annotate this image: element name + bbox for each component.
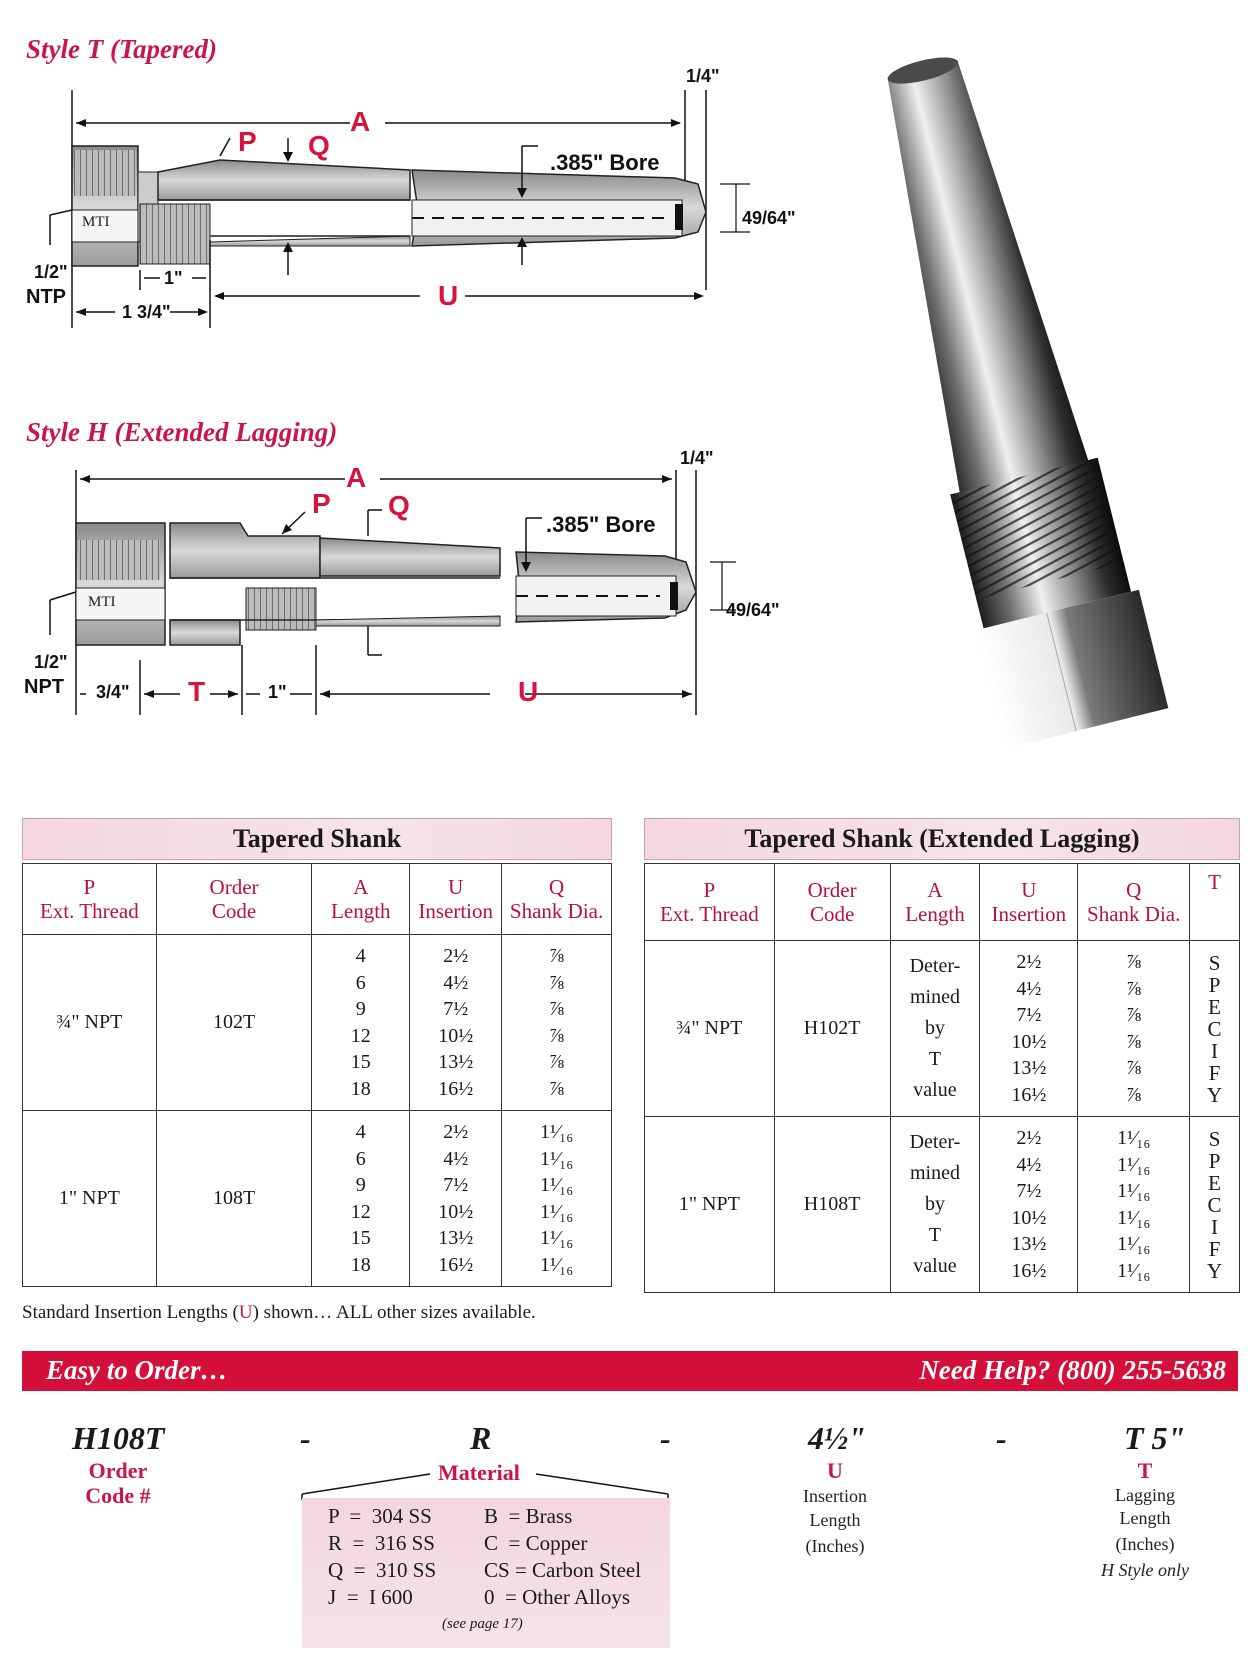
table-tapered — [22, 863, 612, 1287]
table-lagging — [644, 863, 1240, 1293]
material-item: C = Copper — [484, 1531, 588, 1555]
style-t-dim-p: P — [238, 126, 257, 157]
order-code-value: H108T — [72, 1420, 165, 1456]
cell-t-specify: S P E C I F Y — [1190, 1117, 1240, 1293]
cell-dia: 1¹⁄₁₆ 1¹⁄₁₆ 1¹⁄₁₆ 1¹⁄₁₆ 1¹⁄₁₆ 1¹⁄₁₆ — [1078, 1117, 1190, 1293]
th-u: U Insertion — [410, 864, 502, 935]
table-row — [23, 1111, 612, 1287]
th-p: P Ext. Thread — [23, 864, 157, 935]
cell-insertion: 2½ 4½ 7½ 10½ 13½ 16½ — [410, 935, 502, 1111]
style-t-dim-u: U — [438, 280, 459, 311]
easy-to-order-label: Easy to Order… — [46, 1355, 228, 1385]
material-value: R — [470, 1420, 492, 1456]
style-t-quarter-label: 1/4" — [686, 66, 720, 86]
style-h-quarter-label: 1/4" — [680, 448, 714, 468]
cell-t-specify: S P E C I F Y — [1190, 941, 1240, 1117]
cell-lengths: 4 6 9 12 15 18 — [312, 935, 410, 1111]
cell-code: H102T — [774, 941, 890, 1117]
style-h-thread-type: NPT — [24, 676, 64, 698]
style-h-dim-u: U — [518, 676, 539, 707]
style-t-dim-a: A — [350, 106, 371, 137]
style-t-title: Style T (Tapered) — [26, 34, 217, 64]
insertion-footnote: Standard Insertion Lengths (U) shown… ALL other sizes available. — [22, 1302, 536, 1323]
material-item: P = 304 SS — [328, 1504, 432, 1528]
style-h-bore-label: .385" Bore — [546, 512, 656, 537]
help-phone-label[interactable]: Need Help? (800) 255-5638 — [919, 1355, 1226, 1385]
th-order-code: Order Code — [774, 864, 890, 941]
th-q: Q Shank Dia. — [1078, 864, 1190, 941]
table-row — [645, 1117, 1240, 1293]
material-item: B = Brass — [484, 1504, 573, 1528]
cell-code: 102T — [156, 935, 312, 1111]
separator-2: - — [660, 1420, 671, 1456]
cell-code: 108T — [156, 1111, 312, 1287]
cell-dia: ⅞ ⅞ ⅞ ⅞ ⅞ ⅞ — [502, 935, 612, 1111]
style-h-drawing — [20, 440, 800, 740]
style-h-three-quarter: 3/4" — [96, 682, 130, 702]
style-t-diameter-label: 49/64" — [742, 208, 796, 228]
style-h-dim-a: A — [346, 462, 367, 493]
separator-3: - — [996, 1420, 1007, 1456]
cell-insertion: 2½ 4½ 7½ 10½ 13½ 16½ — [980, 1117, 1078, 1293]
table-lagging-header-row — [645, 864, 1240, 941]
cell-dia: ⅞ ⅞ ⅞ ⅞ ⅞ ⅞ — [1078, 941, 1190, 1117]
material-item: R = 316 SS — [328, 1531, 435, 1555]
insertion-labels: U Insertion Length (Inches) — [803, 1458, 867, 1556]
thermowell-photo — [830, 30, 1250, 770]
style-h-diameter-label: 49/64" — [726, 600, 780, 620]
cell-insertion: 2½ 4½ 7½ 10½ 13½ 16½ — [980, 941, 1078, 1117]
separator-1: - — [300, 1420, 311, 1456]
material-item: 0 = Other Alloys — [484, 1585, 631, 1609]
see-page-note: (see page 17) — [442, 1616, 523, 1632]
th-t: T — [1190, 864, 1240, 941]
style-t-thread-type: NTP — [26, 286, 66, 308]
th-a: A Length — [312, 864, 410, 935]
table-row — [645, 941, 1240, 1117]
cell-thread: ¾" NPT — [23, 935, 157, 1111]
cell-thread: 1" NPT — [23, 1111, 157, 1287]
style-h-one-inch: 1" — [268, 682, 287, 702]
cell-thread: ¾" NPT — [645, 941, 775, 1117]
th-p: P Ext. Thread — [645, 864, 775, 941]
material-item: Q = 310 SS — [328, 1558, 437, 1582]
cell-thread: 1" NPT — [645, 1117, 775, 1293]
style-h-dim-q: Q — [388, 490, 410, 521]
style-t-dim-q: Q — [308, 130, 330, 161]
style-h-title: Style H (Extended Lagging) — [26, 417, 338, 447]
material-label: Material — [438, 1460, 520, 1485]
cell-length-note: Deter- mined by T value — [890, 941, 980, 1117]
style-h-dim-p: P — [312, 488, 331, 519]
style-t-mti-label: MTI — [82, 214, 110, 230]
style-t-thread-size: 1/2" — [34, 262, 68, 282]
style-h-dim-t: T — [188, 676, 206, 707]
cell-dia: 1¹⁄₁₆ 1¹⁄₁₆ 1¹⁄₁₆ 1¹⁄₁₆ 1¹⁄₁₆ 1¹⁄₁₆ — [502, 1111, 612, 1287]
style-t-bore-label: .385" Bore — [550, 150, 660, 175]
lagging-labels: T Lagging Length (Inches) H Style only — [1101, 1458, 1189, 1580]
style-t-one-inch: 1" — [164, 268, 183, 288]
cell-lengths: 4 6 9 12 15 18 — [312, 1111, 410, 1287]
insertion-value: 4½" — [808, 1420, 866, 1456]
cell-length-note: Deter- mined by T value — [890, 1117, 980, 1293]
lagging-value: T 5" — [1124, 1420, 1186, 1456]
cell-code: H108T — [774, 1117, 890, 1293]
style-h-thread-size: 1/2" — [34, 652, 68, 672]
style-h-mti-label: MTI — [88, 594, 116, 610]
material-list — [302, 1498, 670, 1648]
table-lagging-title: Tapered Shank (Extended Lagging) — [644, 818, 1240, 860]
order-code-label: Order Code # — [85, 1458, 151, 1508]
th-u: U Insertion — [980, 864, 1078, 941]
material-item: J = I 600 — [328, 1585, 413, 1609]
order-banner — [22, 1351, 1238, 1391]
style-t-one-three-quarter: 1 3/4" — [122, 302, 171, 322]
cell-insertion: 2½ 4½ 7½ 10½ 13½ 16½ — [410, 1111, 502, 1287]
table-row — [23, 935, 612, 1111]
material-item: CS = Carbon Steel — [484, 1558, 642, 1582]
table-tapered-title: Tapered Shank — [22, 818, 612, 860]
th-q: Q Shank Dia. — [502, 864, 612, 935]
th-order-code: Order Code — [156, 864, 312, 935]
table-tapered-header-row — [23, 864, 612, 935]
th-a: A Length — [890, 864, 980, 941]
